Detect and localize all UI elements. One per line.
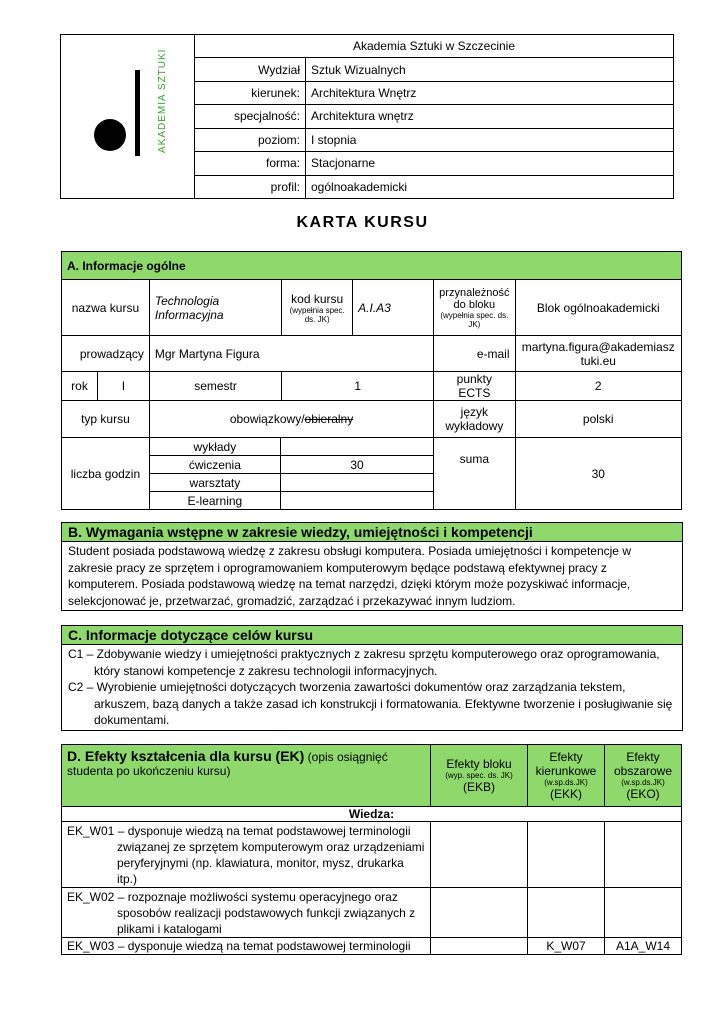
hours-label: liczba godzin — [62, 438, 150, 510]
col-area-abbr: (EKO) — [626, 787, 660, 801]
ek-w03-first: EK_W03 – dysponuje wiedzą na temat podstawowej terminologii — [67, 939, 411, 953]
ek-w01-rest: związanej ze sprzętem komputerowym oraz urządzeniami peryferyjnymi (np. klawiatura, monitor, mysz, drukarka itp.) — [117, 839, 425, 886]
section-b-heading: B. Wymagania wstępne w zakresie wiedzy, umiejętności i kompetencji — [62, 523, 682, 542]
ek-w02-eko — [605, 888, 682, 938]
block-value: Blok ogólnoakademicki — [515, 280, 682, 336]
col-dir: Efekty kierunkowe — [535, 750, 597, 778]
ects-value: 2 — [515, 372, 682, 401]
course-name: Technologia Informacyjna — [149, 280, 281, 336]
hours-lecture-value — [280, 438, 433, 456]
col-dir-cell — [528, 745, 605, 807]
logo-cell — [61, 35, 195, 199]
col-dir-abbr: (EKK) — [549, 787, 582, 801]
block-label: przynależność do bloku — [439, 286, 510, 311]
hours-elearning-value — [280, 492, 433, 510]
goal-c1-first: C1 – Zdobywanie wiedzy i umiejętności praktycznych z zakresu sprzętu komputerowego oraz oprogramowania, — [68, 647, 660, 661]
ek-w02-first: EK_W02 – rozpoznaje możliwości systemu operacyjnego oraz — [67, 889, 398, 904]
section-c-body — [62, 645, 682, 730]
institution-name: Akademia Sztuki w Szczecinie — [195, 35, 674, 58]
semester-value: 1 — [282, 372, 434, 401]
goal-c2 — [68, 679, 676, 729]
section-d-heading-cell — [62, 745, 431, 807]
course-type-struck: obieralny — [304, 412, 354, 426]
col-block-cell — [431, 745, 528, 807]
goal-c2-first: C2 – Wyrobienie umiejętności dotyczących tworzenia zawartości dokumentów oraz zarządzania tekstem, — [68, 680, 626, 694]
language-label: język wykładowy — [434, 401, 515, 438]
email-label: e-mail — [434, 336, 515, 372]
course-code-label-cell — [282, 280, 353, 336]
col-area-note: (w.sp.ds.JK) — [621, 778, 665, 787]
form-label: forma: — [195, 152, 306, 175]
goal-c1-rest: który stanowi kompetencje z zakresu technologii informacyjnych. — [94, 663, 438, 678]
section-c-heading: C. Informacje dotyczące celów kursu — [62, 626, 682, 645]
col-block: Efekty bloku — [446, 757, 512, 771]
course-code: A.I.A3 — [353, 280, 434, 336]
section-c — [61, 625, 683, 731]
col-area: Efekty obszarowe — [613, 750, 673, 778]
page-title: KARTA KURSU — [296, 214, 429, 231]
ek-w03 — [62, 938, 431, 955]
course-type-value — [149, 401, 433, 438]
profile-value: ogólnoakademicki — [306, 175, 674, 198]
course-type-main: obowiązkowy/ — [229, 412, 305, 426]
course-name-label: nazwa kursu — [62, 280, 150, 336]
ek-w03-ekb — [431, 938, 528, 955]
block-note: (wypełnia spec. ds. JK) — [440, 310, 509, 329]
header-table — [60, 34, 674, 199]
section-d-heading: D. Efekty kształcenia dla kursu (EK) — [67, 748, 305, 764]
ek-w01-first: EK_W01 – dysponuje wiedzą na temat podstawowej terminologii — [67, 823, 411, 838]
year-label: rok — [62, 372, 98, 401]
email-value: martyna.figura@akademiasztuki.eu — [515, 336, 682, 372]
direction-label: kierunek: — [195, 81, 306, 104]
course-code-label: kod kursu — [291, 291, 344, 306]
goal-c1 — [68, 646, 676, 679]
year-value: I — [98, 372, 150, 401]
faculty-label: Wydział — [195, 58, 306, 81]
ek-w02-ekk — [528, 888, 605, 938]
ek-w01 — [62, 822, 431, 888]
col-block-abbr: (EKB) — [462, 780, 495, 794]
hours-exercise-value: 30 — [280, 456, 433, 474]
ects-label: punkty ECTS — [434, 372, 515, 401]
lecturer-label: prowadzący — [62, 336, 150, 372]
section-d-table — [61, 744, 682, 955]
ek-w01-eko — [605, 822, 682, 888]
ek-w03-eko: A1A_W14 — [605, 938, 682, 955]
course-type-label: typ kursu — [62, 401, 150, 438]
section-b — [61, 522, 683, 611]
section-a-table — [61, 251, 682, 510]
language-value: polski — [515, 401, 682, 438]
specialty-label: specjalność: — [195, 105, 306, 128]
col-dir-note: (w.sp.ds.JK) — [544, 778, 588, 787]
ek-w02 — [62, 888, 431, 938]
level-label: poziom: — [195, 128, 306, 151]
section-d-heading-note: (opis osiągnięć studenta po ukończeniu kursu) — [67, 750, 388, 778]
form-value: Stacjonarne — [306, 152, 674, 175]
course-code-note: (wypełnia spec. ds. JK) — [289, 305, 345, 324]
ek-w01-ekb — [431, 822, 528, 888]
col-block-note: (wyp. spec. ds. JK) — [445, 771, 513, 780]
hours-exercise-label: ćwiczenia — [149, 456, 280, 474]
ek-w02-rest: sposobów realizacji podstawowych funkcji związanych z plikami i katalogami — [117, 905, 416, 936]
direction-value: Architektura Wnętrz — [306, 81, 674, 104]
knowledge-label: Wiedza: — [62, 807, 682, 822]
goal-c2-rest: arkuszem, bazą danych a także zasad ich konstrukcji i formatowania. Efektywne tworzenie i posługiwanie się dokumentami. — [94, 696, 673, 727]
hours-lecture-label: wykłady — [149, 438, 280, 456]
hours-workshop-label: warsztaty — [149, 474, 280, 492]
faculty-value: Sztuk Wizualnych — [306, 58, 674, 81]
logo-text: AKADEMIA SZTUKI — [157, 48, 168, 153]
academy-logo — [61, 35, 194, 195]
block-label-cell — [434, 280, 515, 336]
section-a-heading: A. Informacje ogólne — [62, 252, 682, 280]
lecturer-name: Mgr Martyna Figura — [149, 336, 433, 372]
sum-value: 30 — [515, 438, 682, 510]
level-value: I stopnia — [306, 128, 674, 151]
specialty-value: Architektura wnętrz — [306, 105, 674, 128]
semester-label: semestr — [149, 372, 281, 401]
hours-elearning-label: E-learning — [149, 492, 280, 510]
ek-w01-ekk — [528, 822, 605, 888]
sum-label: suma — [434, 438, 515, 510]
ek-w02-ekb — [431, 888, 528, 938]
section-b-text: Student posiada podstawową wiedzę z zakresu obsługi komputera. Posiada umiejętności i kompetencje w zakresie pracy ze sprzętem i oprogramowaniem komputerowym będące podstawą efektywnej pracy z komputerem. Posiada podstawową wiedzę na temat narzędzi, dzięki którym może pozyskiwać informacje, selekcjonować je, przetwarzać, gromadzić, zarządzać i przekazywać innym ludziom. — [68, 544, 631, 608]
hours-workshop-value — [280, 474, 433, 492]
profile-label: profil: — [195, 175, 306, 198]
col-area-cell — [605, 745, 682, 807]
ek-w03-ekk: K_W07 — [528, 938, 605, 955]
